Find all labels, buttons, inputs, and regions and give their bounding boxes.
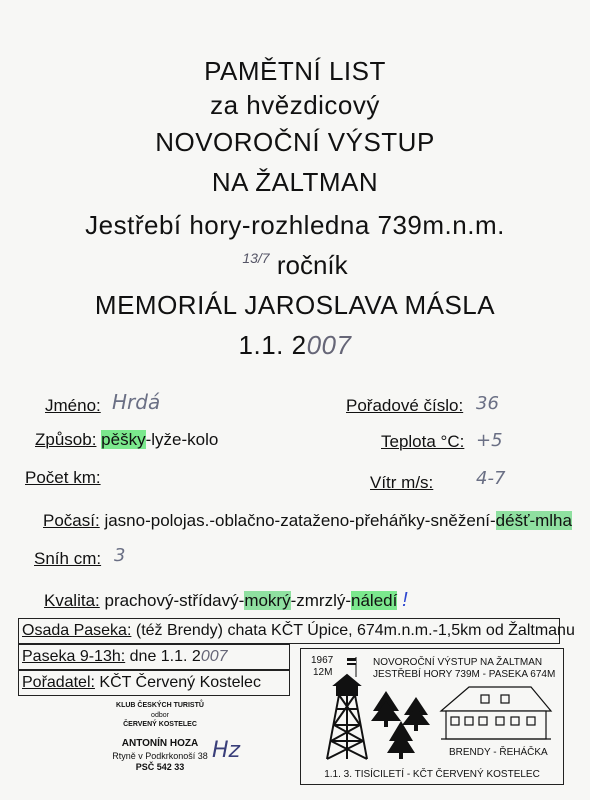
badge-place: BRENDY - ŘEHÁČKA <box>449 747 548 758</box>
event-date <box>0 330 590 361</box>
wind-value: 4-7 <box>476 468 506 489</box>
method-label: Způsob: <box>35 430 97 449</box>
paseka-label: Paseka 9-13h: <box>22 648 126 665</box>
temperature-label: Teplota °C: <box>381 432 465 451</box>
title-line-3: NOVOROČNÍ VÝSTUP <box>155 127 435 157</box>
badge-title-1: NOVOROČNÍ VÝSTUP NA ŽALTMAN <box>373 657 543 668</box>
snow-value: 3 <box>114 545 126 566</box>
name-value: Hrdá <box>112 390 161 414</box>
temperature-value: +5 <box>476 430 503 451</box>
flag-icon <box>347 657 356 677</box>
quality-selected-2: náledí <box>351 591 398 610</box>
event-date-handwritten: 007 <box>306 330 352 360</box>
organizer-text: KČT Červený Kostelec <box>99 674 261 691</box>
signature: Hz <box>212 738 241 763</box>
order-number-value: 36 <box>476 393 499 414</box>
badge-illustration <box>301 649 563 784</box>
method-row <box>35 430 218 450</box>
quality-label: Kvalita: <box>44 591 100 610</box>
edition-line <box>0 250 590 281</box>
edition-word: ročník <box>276 250 348 280</box>
edition-number-handwritten: 13/7 <box>242 250 270 266</box>
stamp-line-1: KLUB ČESKÝCH TURISTŮ <box>116 702 204 709</box>
stamp-line-2: odbor <box>151 712 169 719</box>
order-number-label: Pořadové číslo: <box>346 396 464 415</box>
paseka-row <box>22 648 228 666</box>
name-label: Jméno: <box>45 396 101 415</box>
badge-year-2: 12M <box>313 667 333 678</box>
quality-options-2: -zmrzlý- <box>290 591 352 610</box>
paseka-text: dne 1.1. 2 <box>129 648 201 665</box>
paseka-year-handwritten: 007 <box>200 648 228 665</box>
stamp-address-1: Rtyně v Podkrkonoší 38 <box>112 751 208 761</box>
weather-label: Počasí: <box>43 511 100 530</box>
title-line-1: PAMĚTNÍ LIST <box>204 56 386 86</box>
method-selected: pěšky <box>101 430 146 449</box>
title-line-5: Jestřebí hory-rozhledna 739m.n.m. <box>85 210 505 240</box>
badge-footer: 1.1. 3. TISÍCILETÍ - KČT ČERVENÝ KOSTELEC <box>324 769 540 780</box>
title-line-2: za hvězdicový <box>210 90 380 120</box>
quality-row <box>44 589 408 612</box>
chalet-icon <box>441 687 551 739</box>
badge-year-1: 1967 <box>311 655 334 666</box>
quality-options-1: prachový-střídavý- <box>104 591 245 610</box>
badge-title-2: JESTŘEBÍ HORY 739M - PASEKA 674M <box>373 669 556 680</box>
weather-options: jasno-polojas.-oblačno-zataženo-přeháňky-sněžení- <box>104 511 496 530</box>
snow-label: Sníh cm: <box>34 549 102 568</box>
organizer-row <box>22 674 261 692</box>
organizer-label: Pořadatel: <box>22 674 95 691</box>
commemorative-badge <box>300 648 564 785</box>
osada-row <box>22 622 575 640</box>
osada-label: Osada Paseka: <box>22 622 132 639</box>
quality-mark: ! <box>402 589 408 611</box>
memorial-title: MEMORIÁL JAROSLAVA MÁSLA <box>94 290 496 320</box>
stamp-address-2: PSČ 542 33 <box>135 762 185 772</box>
tree-icon <box>371 691 430 759</box>
weather-row <box>43 511 572 531</box>
event-date-printed: 1.1. 2 <box>238 330 307 360</box>
stamp-line-3: ČERVENÝ KOSTELEC <box>123 721 197 728</box>
lookout-tower-icon <box>327 675 367 759</box>
osada-text: (též Brendy) chata KČT Úpice, 674m.n.m.-1,5km od Žaltmanu <box>135 622 575 639</box>
km-label: Počet km: <box>25 468 101 487</box>
method-options: -lyže-kolo <box>145 430 219 449</box>
wind-label: Vítr m/s: <box>370 473 434 492</box>
quality-selected: mokrý <box>244 591 291 610</box>
stamp-signer: ANTONÍN HOZA <box>121 738 199 749</box>
title-line-4: NA ŽALTMAN <box>211 167 379 197</box>
weather-selected: déšť-mlha <box>495 511 572 530</box>
